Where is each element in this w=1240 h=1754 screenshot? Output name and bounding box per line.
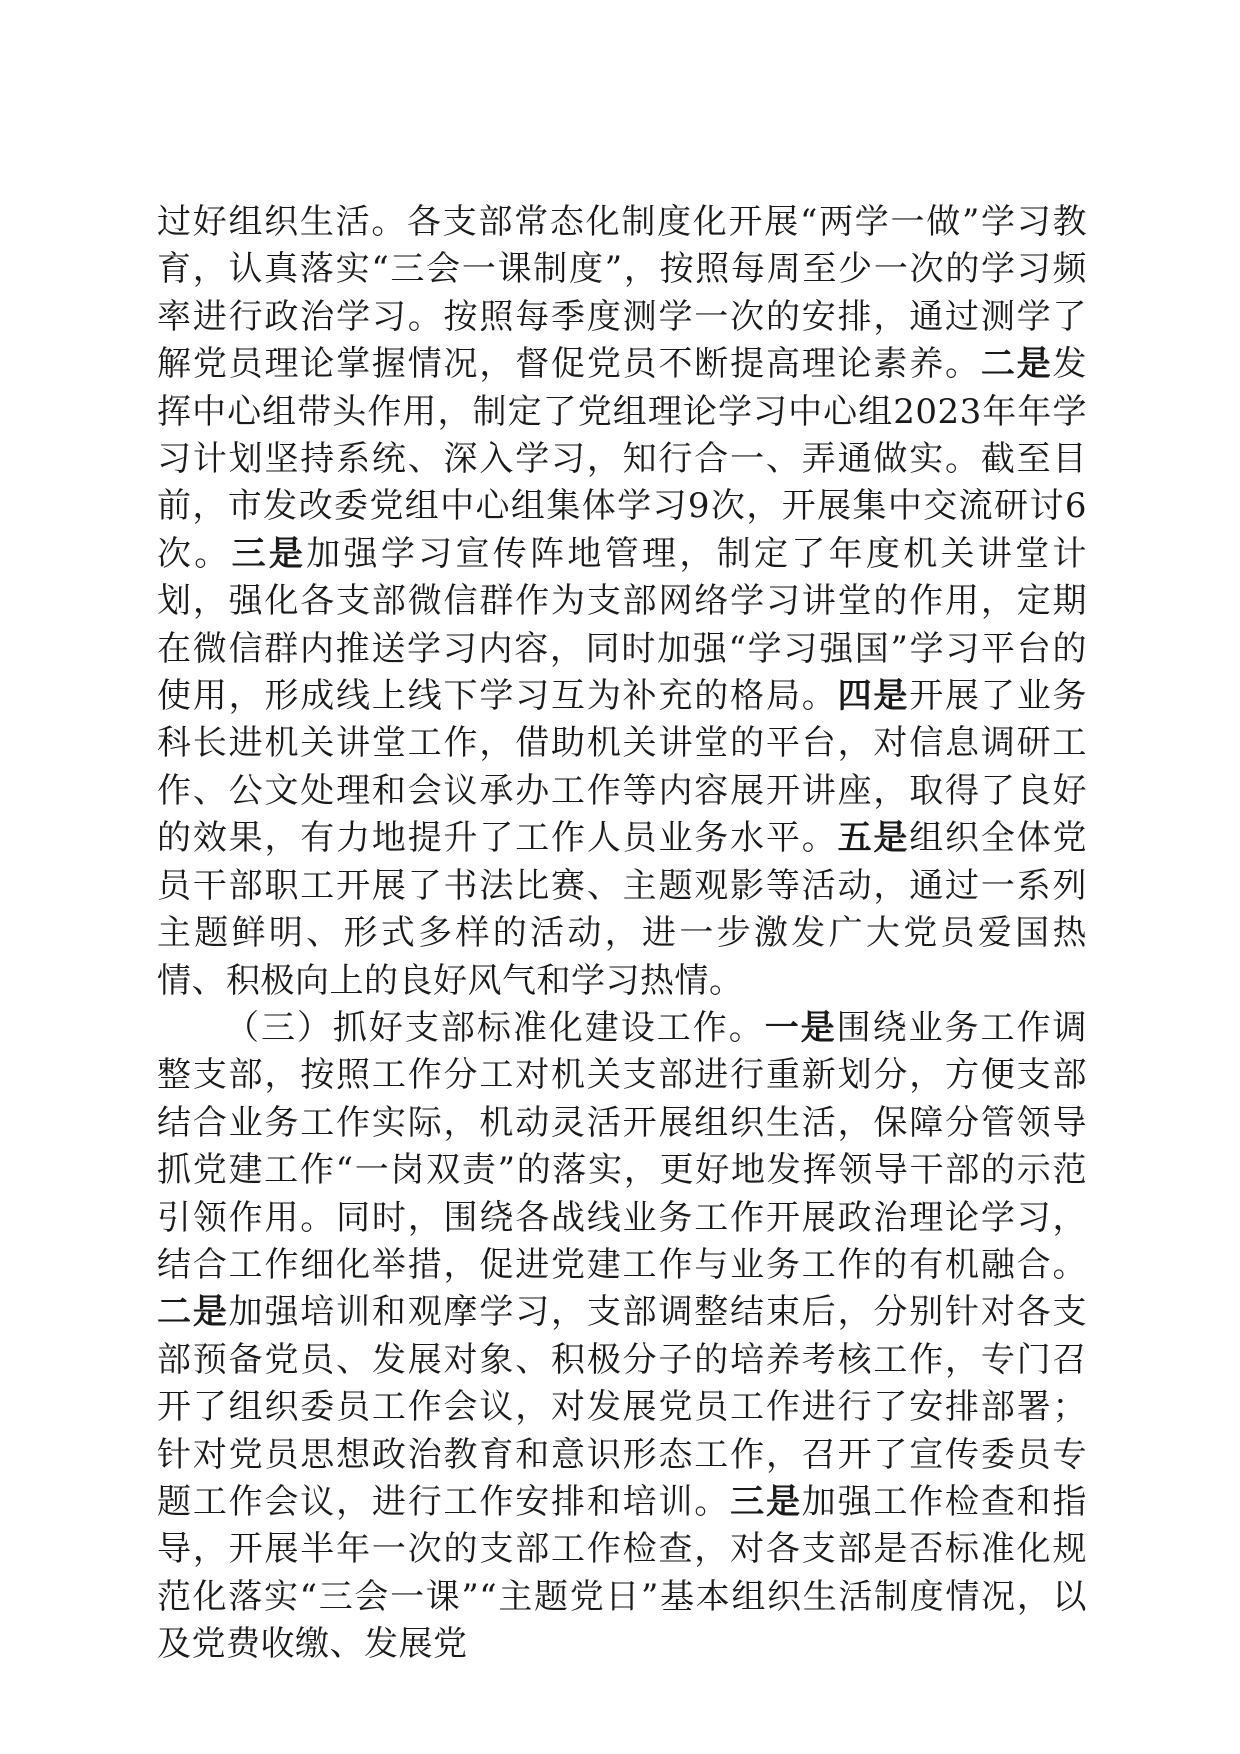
text-run: 加强培训和观摩学习，支部调整结束后，分别针对各支部预备党员、发展对象、积极分子的培养考核工作，专门召开了组织委员工作会议，对发展党员工作进行了安排部署；针对党员思想政治教育和意识形态工作，召开了宣传委员专题工作会议，进行工作安排和培训。: [157, 1292, 1087, 1522]
text-run-bold: 五是: [837, 818, 910, 859]
text-run-bold: 三是: [231, 533, 307, 574]
text-run-bold: 二是: [157, 1292, 229, 1333]
text-run-bold: 三是: [730, 1481, 802, 1522]
text-run: 加强学习宣传阵地管理，制定了年度机关讲堂计划，强化各支部微信群作为支部网络学习讲堂的作用，定期在微信群内推送学习内容，同时加强“学习强国”学习平台的使用，形成线上线下学习互为补充的格局。: [157, 533, 1087, 717]
paragraph-branch-standardization: [157, 1005, 1087, 1669]
text-run: 组织全体党员干部职工开展了书法比赛、主题观影等活动，通过一系列主题鲜明、形式多样的活动，进一步激发广大党员爱国热情、积极向上的良好风气和学习热情。: [157, 818, 1088, 1001]
text-run-bold: 二是: [980, 344, 1053, 385]
section-heading: （三）抓好支部标准化建设工作。: [225, 1007, 765, 1048]
document-body: [157, 199, 1087, 1669]
text-run: 开展了业务科长进机关讲堂工作，借助机关讲堂的平台，对信息调研工作、公文处理和会议承办工作等内容展开讲座，取得了良好的效果，有力地提升了工作人员业务水平。: [157, 676, 1088, 859]
text-run: 围绕业务工作调整支部，按照工作分工对机关支部进行重新划分，方便支部结合业务工作实际，机动灵活开展组织生活，保障分管领导抓党建工作“一岗双责”的落实，更好地发挥领导干部的示范引领作用。同时，围绕各战线业务工作开展政治理论学习，结合工作细化举措，促进党建工作与业务工作的有机融合。: [157, 1007, 1088, 1285]
text-run: 发挥中心组带头作用，制定了党组理论学习中心组2023年年学习计划坚持系统、深入学习，知行合一、弄通做实。截至目前，市发改委党组中心组集体学习9次，开展集中交流研讨6次。: [157, 344, 1087, 574]
text-run: 加强工作检查和指导，开展半年一次的支部工作检查，对各支部是否标准化规范化落实“三会一课”“主题党日”基本组织生活制度情况，以及党费收缴、发展党: [157, 1481, 1088, 1665]
paragraph-study-activities: [157, 199, 1087, 1005]
text-run: 过好组织生活。各支部常态化制度化开展“两学一做”学习教育，认真落实“三会一课制度”，按照每周至少一次的学习频率进行政治学习。按照每季度测学一次的安排，通过测学了解党员理论掌握情况，督促党员不断提高理论素养。: [157, 202, 1087, 385]
text-run-bold: 四是: [837, 676, 910, 717]
text-run-bold: 一是: [764, 1007, 837, 1048]
